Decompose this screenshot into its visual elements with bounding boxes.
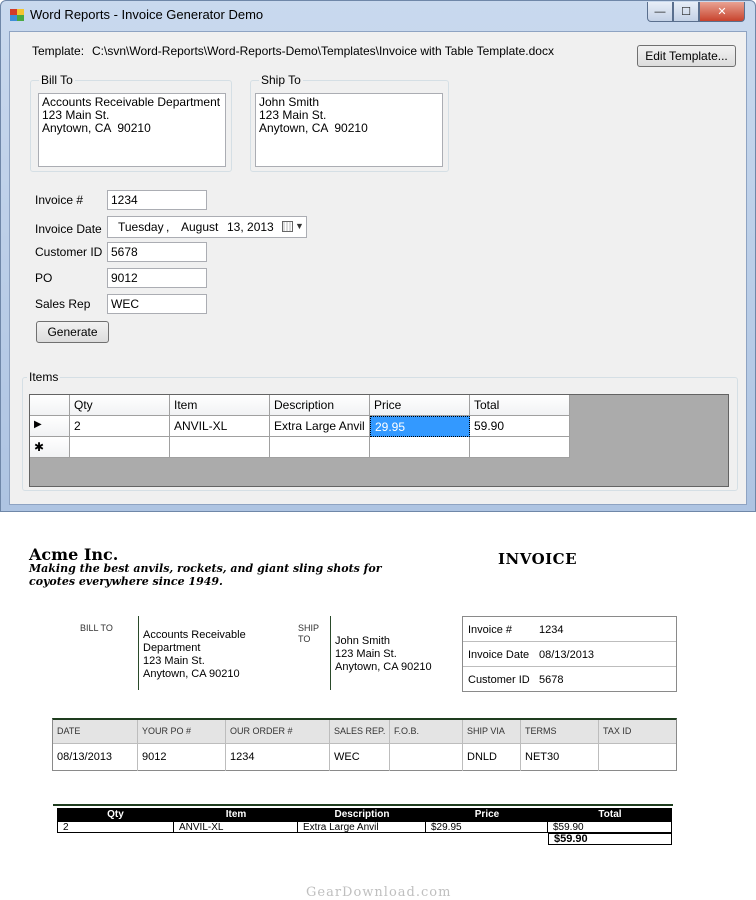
- order-header-sales-rep: SALES REP.: [330, 720, 390, 744]
- doc-info-row: Customer ID 5678: [468, 674, 564, 686]
- invoice-date-label: Invoice Date: [35, 222, 102, 236]
- items-cell-qty: 2: [57, 821, 174, 833]
- template-label: Template:: [32, 44, 85, 58]
- row-indicator-new[interactable]: ✱: [30, 437, 70, 458]
- grid-header-total[interactable]: Total: [470, 395, 570, 416]
- grid-cell-description[interactable]: Extra Large Anvil: [270, 416, 370, 437]
- grid-new-cell-description[interactable]: [270, 437, 370, 458]
- doc-bill-to-address: Accounts Receivable Department 123 Main St. Anytown, CA 90210: [143, 629, 246, 680]
- grid-header-item[interactable]: Item: [170, 395, 270, 416]
- invoice-number-field[interactable]: 1234: [107, 190, 207, 210]
- title-bar[interactable]: [1, 1, 755, 29]
- app-icon: [10, 9, 24, 21]
- customer-id-field[interactable]: 5678: [107, 242, 207, 262]
- company-tagline: Making the best anvils, rockets, and giant sling shots for coyotes everywhere since 1949.: [29, 562, 382, 588]
- edit-template-button[interactable]: Edit Template...: [637, 45, 736, 67]
- close-button[interactable]: ✕: [699, 2, 745, 22]
- date-separator: ,: [166, 220, 170, 234]
- grid-cell-qty[interactable]: 2: [70, 416, 170, 437]
- order-header-tax-id: TAX ID: [599, 720, 676, 744]
- grid-new-cell-price[interactable]: [370, 437, 470, 458]
- date-day-year: 13, 2013: [227, 220, 274, 234]
- minimize-button[interactable]: —: [647, 2, 673, 22]
- date-weekday: Tuesday: [118, 220, 164, 234]
- watermark: GearDownload.com: [306, 885, 452, 900]
- ship-to-title: Ship To: [261, 73, 301, 87]
- order-value-terms: NET30: [521, 744, 599, 771]
- bill-to-textbox[interactable]: Accounts Receivable Department 123 Main St. Anytown, CA 90210: [38, 93, 226, 167]
- items-header-total: Total: [548, 808, 672, 821]
- items-cell-price: $29.95: [426, 821, 548, 833]
- order-header-our-order: OUR ORDER #: [226, 720, 330, 744]
- grid-header-description[interactable]: Description: [270, 395, 370, 416]
- bill-to-divider: [138, 616, 139, 690]
- grid-new-cell-total[interactable]: [470, 437, 570, 458]
- items-header-item: Item: [174, 808, 298, 821]
- order-header-ship-via: SHIP VIA: [463, 720, 521, 744]
- company-name: Acme Inc.: [29, 545, 119, 564]
- order-value-ship-via: DNLD: [463, 744, 521, 771]
- invoice-heading: INVOICE: [498, 550, 578, 568]
- ship-to-divider: [330, 616, 331, 690]
- items-header-qty: Qty: [57, 808, 174, 821]
- form-client-area: [9, 31, 747, 505]
- customer-id-label: Customer ID: [35, 245, 103, 259]
- doc-ship-to-address: John Smith 123 Main St. Anytown, CA 90210: [335, 635, 432, 673]
- order-value-sales-rep: WEC: [330, 744, 390, 771]
- generate-button[interactable]: Generate: [36, 321, 109, 343]
- order-header-fob: F.O.B.: [390, 720, 463, 744]
- doc-info-row: Invoice Date 08/13/2013: [463, 642, 676, 667]
- sales-rep-label: Sales Rep: [35, 297, 91, 311]
- order-header-po: YOUR PO #: [138, 720, 226, 744]
- doc-order-table: [52, 718, 677, 771]
- maximize-button[interactable]: ☐: [673, 2, 699, 22]
- grid-cell-total[interactable]: 59.90: [470, 416, 570, 437]
- template-path: C:\svn\Word-Reports\Word-Reports-Demo\Templates\Invoice with Table Template.docx: [92, 44, 554, 58]
- doc-info-box: [462, 616, 677, 692]
- po-label: PO: [35, 271, 53, 285]
- grid-corner-header: [30, 395, 70, 416]
- order-value-tax-id: [599, 744, 676, 771]
- items-table-top-rule: [53, 804, 673, 806]
- items-cell-total: $59.90: [548, 821, 672, 833]
- window-title: Word Reports - Invoice Generator Demo: [30, 7, 264, 22]
- grid-cell-item[interactable]: ANVIL-XL: [170, 416, 270, 437]
- doc-ship-to-label: SHIP TO: [298, 623, 320, 644]
- grid-new-cell-item[interactable]: [170, 437, 270, 458]
- grid-header-price[interactable]: Price: [370, 395, 470, 416]
- grid-new-cell-qty[interactable]: [70, 437, 170, 458]
- generated-invoice-document: [0, 512, 756, 900]
- order-value-fob: [390, 744, 463, 771]
- order-header-date: DATE: [53, 720, 138, 744]
- order-value-date: 08/13/2013: [53, 744, 138, 771]
- items-grid[interactable]: [29, 394, 729, 487]
- items-title: Items: [29, 370, 59, 384]
- items-header-description: Description: [298, 808, 426, 821]
- grid-cell-price-selected[interactable]: 29.95: [370, 416, 470, 437]
- bill-to-title: Bill To: [41, 73, 73, 87]
- items-cell-item: ANVIL-XL: [174, 821, 298, 833]
- calendar-icon[interactable]: [282, 221, 293, 232]
- ship-to-textbox[interactable]: John Smith 123 Main St. Anytown, CA 90210: [255, 93, 443, 167]
- sales-rep-field[interactable]: WEC: [107, 294, 207, 314]
- po-field[interactable]: 9012: [107, 268, 207, 288]
- order-value-our-order: 1234: [226, 744, 330, 771]
- date-month: August: [181, 220, 219, 234]
- order-header-terms: TERMS: [521, 720, 599, 744]
- invoice-date-picker[interactable]: [107, 216, 307, 238]
- items-cell-description: Extra Large Anvil: [298, 821, 426, 833]
- order-value-po: 9012: [138, 744, 226, 771]
- chevron-down-icon[interactable]: ▼: [295, 221, 304, 231]
- grid-header-qty[interactable]: Qty: [70, 395, 170, 416]
- doc-bill-to-label: BILL TO: [80, 623, 113, 633]
- items-grand-total: $59.90: [548, 833, 672, 845]
- invoice-number-label: Invoice #: [35, 193, 84, 207]
- items-header-price: Price: [426, 808, 548, 821]
- doc-info-row: Invoice # 1234: [463, 617, 676, 642]
- row-indicator-current[interactable]: ▶: [30, 416, 70, 437]
